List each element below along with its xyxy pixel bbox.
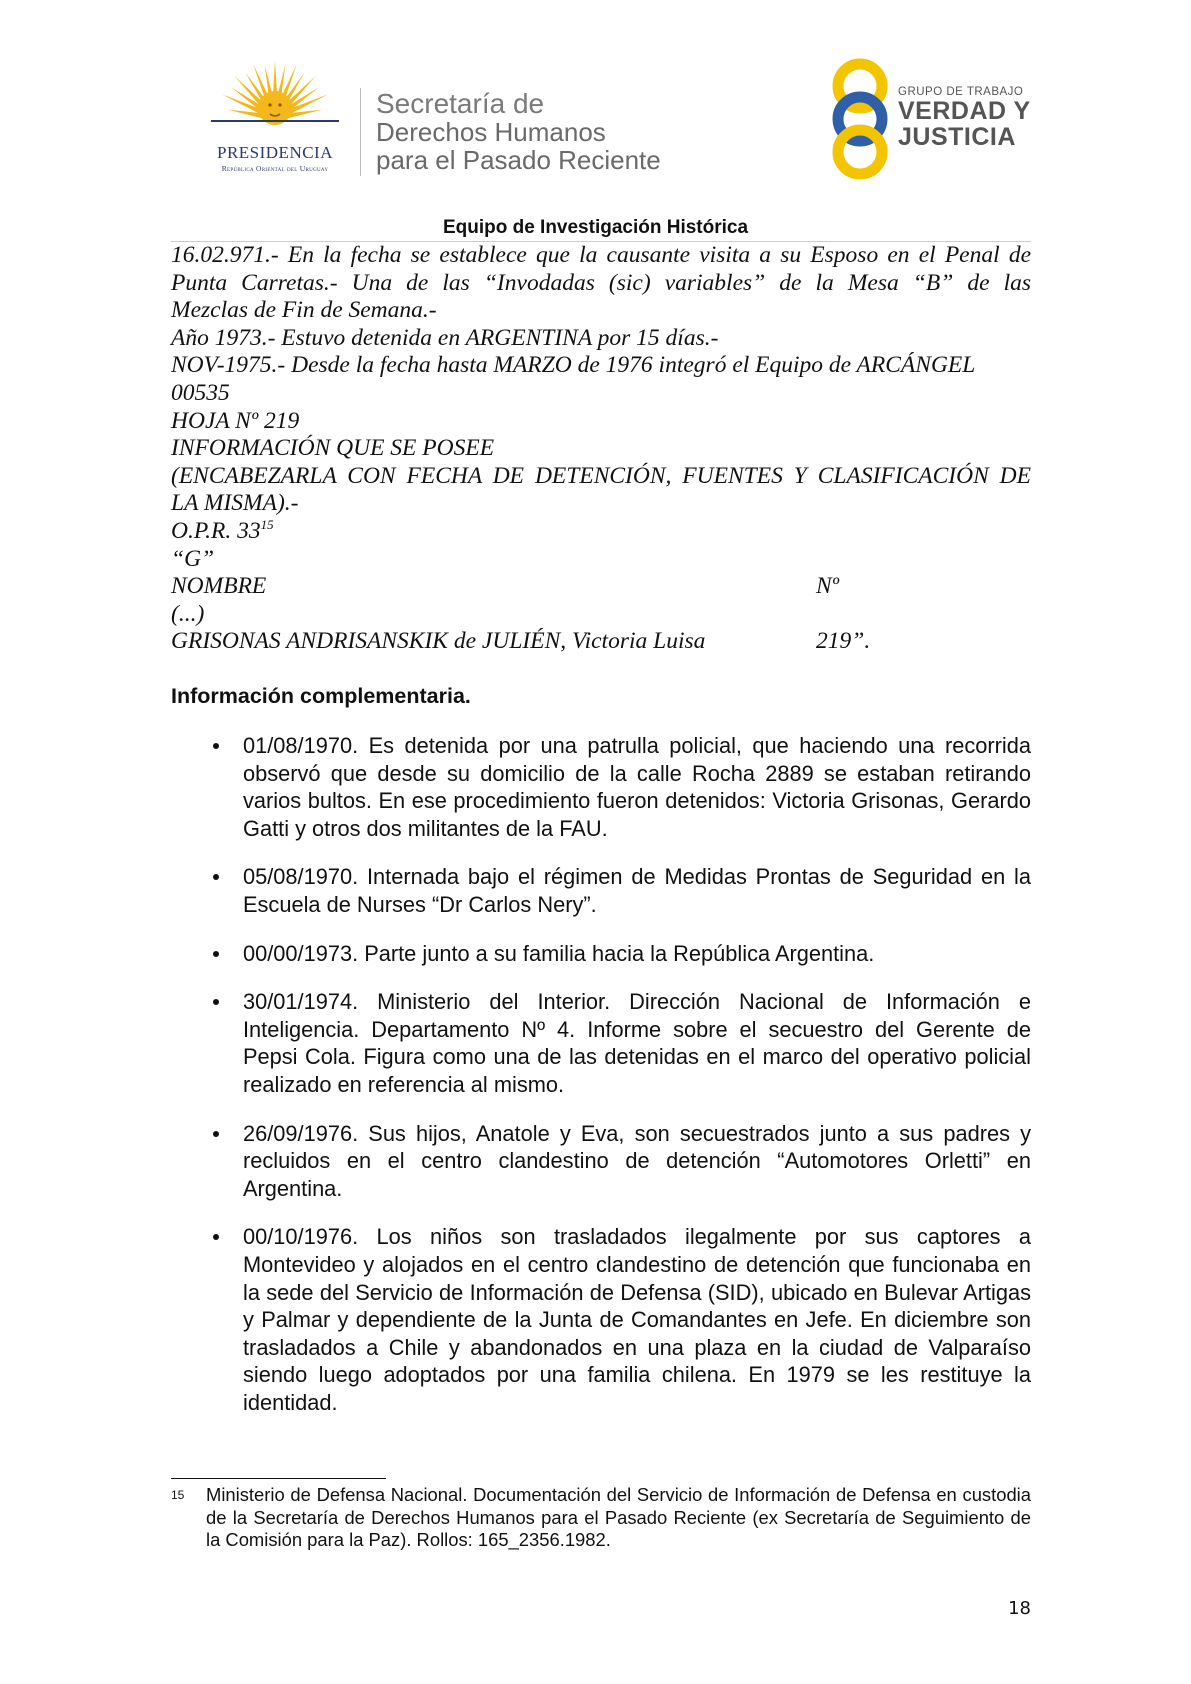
list-item — [171, 988, 1031, 1098]
name-row — [171, 628, 1031, 656]
transcript-line: Punta Carretas.- Una de las “Invodadas (sic) variables” de la Mesa “B” de las — [171, 269, 1031, 296]
list-item-text: 00/10/1976. Los niños son trasladados ilegalmente por sus captores a Montevideo y alojados en el centro clandestino de detención que funcionaba en la sede del Servicio de Información de Defensa (SID), ubicado en Bulevar Artigas y Palmar y dependiente de la Junta de Comandantes en Jefe. En diciembre son trasladados a Chile y abandonados en una plaza en la ciudad de Valparaíso siendo luego adoptados por una familia chilena. En 1979 se les restituye la identidad. — [243, 1224, 1031, 1415]
list-item — [171, 732, 1031, 842]
list-item — [171, 1223, 1031, 1416]
col-nombre: NOMBRE — [171, 573, 267, 600]
presidencia-subtitle: República Oriental del Uruguay — [221, 164, 329, 173]
list-item-text: 05/08/1970. Internada bajo el régimen de Medidas Prontas de Seguridad en la Escuela de Nurses “Dr Carlos Nery”. — [243, 864, 1031, 917]
bullet-icon — [213, 743, 219, 749]
person-name: GRISONAS ANDRISANSKIK de JULIÉN, Victoria Luisa — [171, 628, 706, 655]
list-item-text: 00/00/1973. Parte junto a su familia hacia la República Argentina. — [243, 940, 875, 966]
bullet-icon — [213, 1234, 219, 1240]
list-item-text: 01/08/1970. Es detenida por una patrulla policial, que haciendo una recorrida observó que desde su domicilio de la calle Rocha 2889 se estaban retirando varios bultos. En ese procedimiento fueron detenidos: Victoria Grisonas, Gerardo Gatti y otros dos militantes de la FAU. — [243, 733, 1031, 841]
verdad-justicia-rings-logo — [824, 58, 896, 180]
secretaria-line-2: Derechos Humanos — [376, 117, 606, 147]
transcript-line: “G” — [171, 545, 215, 572]
column-header-row — [171, 573, 1031, 601]
transcript-line: (...) — [171, 600, 205, 627]
event-list — [171, 732, 1031, 1437]
transcript-line: 16.02.971.- En la fecha se establece que la causante visita a su Esposo en el Penal de — [171, 242, 1031, 268]
footnote — [171, 1484, 1031, 1552]
transcript-line: Mezclas de Fin de Semana.- — [171, 297, 437, 324]
footnote-number: 15 — [171, 1488, 185, 1502]
transcript-line: NOV-1975.- Desde la fecha hasta MARZO de 1976 integró el Equipo de ARCÁNGEL — [171, 352, 976, 379]
transcript-line: INFORMACIÓN QUE SE POSEE — [171, 435, 495, 462]
col-numero: Nº — [816, 573, 839, 600]
gtvj-line-1: GRUPO DE TRABAJO — [898, 86, 1024, 98]
bullet-icon — [213, 999, 219, 1005]
gtvj-line-3: JUSTICIA — [898, 123, 1016, 151]
transcript-line: HOJA Nº 219 — [171, 407, 300, 434]
opr-text: O.P.R. 33 — [171, 517, 261, 544]
transcript-line: (ENCABEZARLA CON FECHA DE DETENCIÓN, FUENTES Y CLASIFICACIÓN DE — [171, 462, 1031, 489]
bullet-icon — [213, 874, 219, 880]
list-item-text: 26/09/1976. Sus hijos, Anatole y Eva, son secuestrados junto a sus padres y recluidos en el centro clandestino de detención “Automotores Orletti” en Argentina. — [243, 1120, 1031, 1201]
footnote-rule — [171, 1478, 386, 1479]
italic-transcript — [171, 242, 1031, 656]
secretaria-line-3: para el Pasado Reciente — [376, 145, 661, 175]
secretaria-line-1: Secretaría de — [376, 88, 545, 119]
list-item-text: 30/01/1974. Ministerio del Interior. Dirección Nacional de Información e Inteligencia. Departamento Nº 4. Informe sobre el secuestro del Gerente de Pepsi Cola. Figura como una de las detenidas en el marco del operativo policial realizado en referencia al mismo. — [243, 989, 1031, 1097]
gtvj-line-2: VERDAD Y — [898, 97, 1031, 125]
page-number: 18 — [1008, 1598, 1031, 1619]
transcript-line: LA MISMA).- — [171, 490, 299, 517]
transcript-line: 00535 — [171, 379, 230, 406]
bullet-icon — [213, 1131, 219, 1137]
opr-line — [171, 518, 1031, 546]
person-number: 219”. — [816, 628, 871, 655]
transcript-line: Año 1973.- Estuvo detenida en ARGENTINA por 15 días.- — [171, 324, 719, 351]
section-heading: Información complementaria. — [171, 684, 471, 708]
bullet-icon — [213, 951, 219, 957]
footnote-text: Ministerio de Defensa Nacional. Documentación del Servicio de Información de Defensa en custodia de la Secretaría de Derechos Humanos para el Pasado Reciente (ex Secretaría de Seguimiento de la Comisión para la Paz). Rollos: 165_2356.1982. — [206, 1484, 1031, 1551]
verdad-justicia-wordmark — [898, 86, 1031, 150]
list-item — [171, 940, 1031, 968]
footnote-ref[interactable]: 15 — [260, 516, 274, 532]
team-title: Equipo de Investigación Histórica — [442, 217, 749, 238]
secretaria-wordmark — [376, 90, 661, 174]
header-divider — [360, 88, 361, 176]
presidencia-wordmark: PRESIDENCIA — [216, 143, 333, 162]
list-item — [171, 863, 1031, 918]
list-item — [171, 1120, 1031, 1203]
